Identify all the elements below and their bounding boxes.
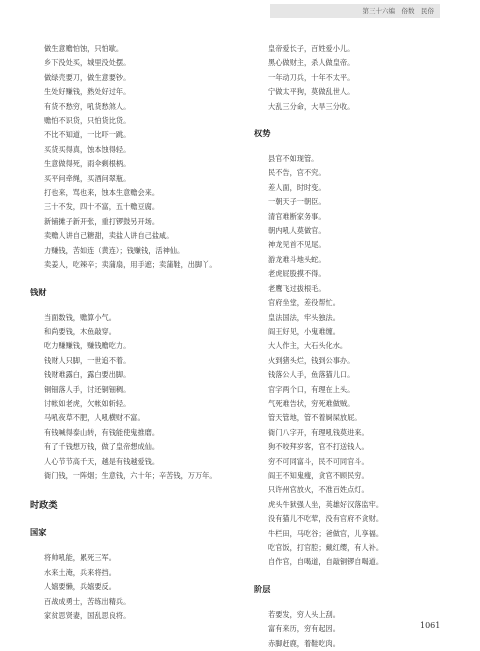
proverb-line: 神龙见首不见尾。 xyxy=(268,240,326,250)
proverb-line: 买货买得真，蚀本蚀得轻。 xyxy=(44,144,131,154)
proverb-line: 家贫思贤妻，国乱思良将。 xyxy=(44,611,131,620)
proverb-line: 一年动刀兵，十年不太平。 xyxy=(268,72,355,82)
proverb-line: 老鹰飞过拔根毛。 xyxy=(268,283,326,293)
proverb-line: 赡怕不识货，只怕货比货。 xyxy=(44,116,131,126)
right-column xyxy=(254,42,454,651)
spacer xyxy=(30,483,238,499)
proverb-line: 吃官饭，打官腔；戴红缨，有人补。 xyxy=(268,543,384,552)
proverb-line: 水来土淹，兵来将挡。 xyxy=(44,567,116,577)
section-heading: 阶层 xyxy=(254,583,271,594)
running-header: 第三十六编 俗数 民俗 xyxy=(270,4,440,18)
proverb-line: 管天管地，管不着屙屎放屁。 xyxy=(268,413,362,423)
proverb-line: 大人作主，大石头化水。 xyxy=(268,341,348,351)
proverb-line: 朝内吼人莫做官。 xyxy=(268,226,326,236)
proverb-line: 马吼夜草不肥，人吼横财不富。 xyxy=(44,413,145,423)
proverb-line: 衙门八字开，有理吼钱莫进来。 xyxy=(268,427,369,437)
spacer xyxy=(254,140,454,152)
category-heading: 时政类 xyxy=(30,500,58,512)
left-column xyxy=(30,42,238,623)
spacer xyxy=(30,539,238,551)
section-heading: 权势 xyxy=(254,128,271,139)
proverb-line: 百战成勇士，苦练出精兵。 xyxy=(44,596,131,606)
proverb-line: 铜钿落人手，讨还铜钿稠。 xyxy=(44,384,131,394)
proverb-line: 有钱喊得泰山转，有钱能使鬼推磨。 xyxy=(44,427,160,437)
proverb-line: 火到猪头烂，钱到公事办。 xyxy=(268,355,355,365)
proverb-line: 差人面，时时变。 xyxy=(268,182,326,192)
spacer xyxy=(254,570,454,582)
proverb-line: 有货不愁穷，吼货愁煞人。 xyxy=(44,101,131,111)
proverb-line: 生意做得死，雨伞剩根柄。 xyxy=(44,159,131,169)
spacer xyxy=(30,299,238,311)
proverb-line: 讨帐如老虎，欠帐如斩轻。 xyxy=(44,398,131,408)
proverb-line: 力赚钱，苦如连（黄连）；钱赚钱，活神仙。 xyxy=(44,245,185,255)
proverb-line: 皇帝爱长子，百姓爱小儿。 xyxy=(268,44,355,53)
proverb-line: 黑心做财主，杀人做皇帝。 xyxy=(268,58,355,68)
proverb-line: 人心节节高千天，越是有钱越爱钱。 xyxy=(44,456,160,466)
proverb-line: 官府坐堂，差役帮忙。 xyxy=(268,298,340,308)
proverb-line: 气死难告状，穷死难做贼。 xyxy=(268,398,355,408)
proverb-line: 当面数钱，赡算小气。 xyxy=(44,312,116,322)
proverb-line: 民不告，官不究。 xyxy=(268,168,326,178)
proverb-line: 清官难断家务事。 xyxy=(268,211,326,221)
proverb-line: 一朝天子一朝臣。 xyxy=(268,197,326,207)
proverb-line: 没有猫儿不吃荤，没有官府不贪财。 xyxy=(268,514,384,524)
proverb-line: 乡下没处买，城里没处摆。 xyxy=(44,58,131,68)
proverb-line: 穷不可同富斗，民不可同官斗。 xyxy=(268,456,369,466)
proverb-line: 卖姜人，吃辣辛；卖蒲扇，用手遮；卖蒲鞋，出脚丫。 xyxy=(44,260,217,270)
proverb-line: 宁做太平狗，莫做乱世人。 xyxy=(268,87,355,97)
proverb-line: 人嬉要懒，兵嬉要反。 xyxy=(44,582,116,592)
spacer xyxy=(254,114,454,126)
proverb-line: 狗不咬拜岁客，官不打送钱人。 xyxy=(268,442,369,452)
section-heading: 国家 xyxy=(30,527,47,538)
proverb-line: 新铺摊子新开张，重打锣鼓另开场。 xyxy=(44,216,160,226)
section-heading: 钱财 xyxy=(30,286,47,297)
page-number: 1061 xyxy=(420,621,441,630)
proverb-line: 有了千钱想万钱，做了皇帝想成仙。 xyxy=(44,442,160,452)
proverb-line: 游龙难斗地头蛇。 xyxy=(268,254,326,264)
proverb-line: 牛栏田，马吃谷；爸做官，儿享福。 xyxy=(268,528,384,538)
proverb-line: 和尚要钱，木鱼敲穿。 xyxy=(44,326,116,336)
proverb-line: 将帅吼能，累死三军。 xyxy=(44,553,116,563)
proverb-line: 虎头牛狱强人坐，英雄好汉落监牢。 xyxy=(268,499,384,509)
proverb-line: 钱落公人手，鱼落猫儿口。 xyxy=(268,370,355,380)
proverb-line: 吃力赚赚钱，赚钱赡吃力。 xyxy=(44,341,131,351)
spacer xyxy=(30,273,238,285)
proverb-line: 皇法国法，牢头独法。 xyxy=(268,312,340,322)
proverb-line: 大乱三分命，大旱三分收。 xyxy=(268,101,355,111)
proverb-line: 打也来，骂也来，蚀本生意赡会来。 xyxy=(44,188,160,198)
spacer xyxy=(254,596,454,608)
proverb-line: 不比不知道，一比吓一跳。 xyxy=(44,130,131,140)
proverb-line: 钱财难露白，露白要出脚。 xyxy=(44,370,131,380)
proverb-line: 官字两个口，有理在上头。 xyxy=(268,384,355,394)
proverb-line: 赤脚赶鹿，着鞋吃肉。 xyxy=(268,638,340,648)
proverb-line: 买平问牵绳，买酒问翠瓶。 xyxy=(44,173,131,183)
proverb-line: 阎王不知鬼瘦，贪官不顾民穷。 xyxy=(268,470,369,480)
proverb-line: 钱财人只脚，一世追不着。 xyxy=(44,355,131,365)
proverb-line: 自作官，自喝道，自敲铜锣自喝道。 xyxy=(268,557,384,567)
proverb-line: 生处好赚钱，熟处好过年。 xyxy=(44,87,131,97)
proverb-line: 做生意赡怕蚀，只怕歇。 xyxy=(44,44,124,53)
spacer xyxy=(30,513,238,525)
proverb-line: 做绿壳要刀，做生意要钞。 xyxy=(44,72,131,82)
proverb-line: 老虎屁股摸不得。 xyxy=(268,269,326,279)
proverb-line: 只许州官放火，不准百姓点灯。 xyxy=(268,485,369,495)
proverb-line: 阎王好见，小鬼难缠。 xyxy=(268,326,340,336)
proverb-line: 富有来历，穷有起因。 xyxy=(268,624,340,634)
proverb-line: 县官不如现管。 xyxy=(268,154,319,164)
proverb-line: 衙门钱，一阵烟；生意钱，六十年；辛苦钱，万万年。 xyxy=(44,470,217,480)
proverb-line: 卖赡人讲自己糖甜，卖盐人讲自己盐咸。 xyxy=(44,231,174,241)
proverb-line: 若要发，穷人头上刮。 xyxy=(268,609,340,619)
proverb-line: 三十不发，四十不富，五十赡豆腐。 xyxy=(44,202,160,212)
